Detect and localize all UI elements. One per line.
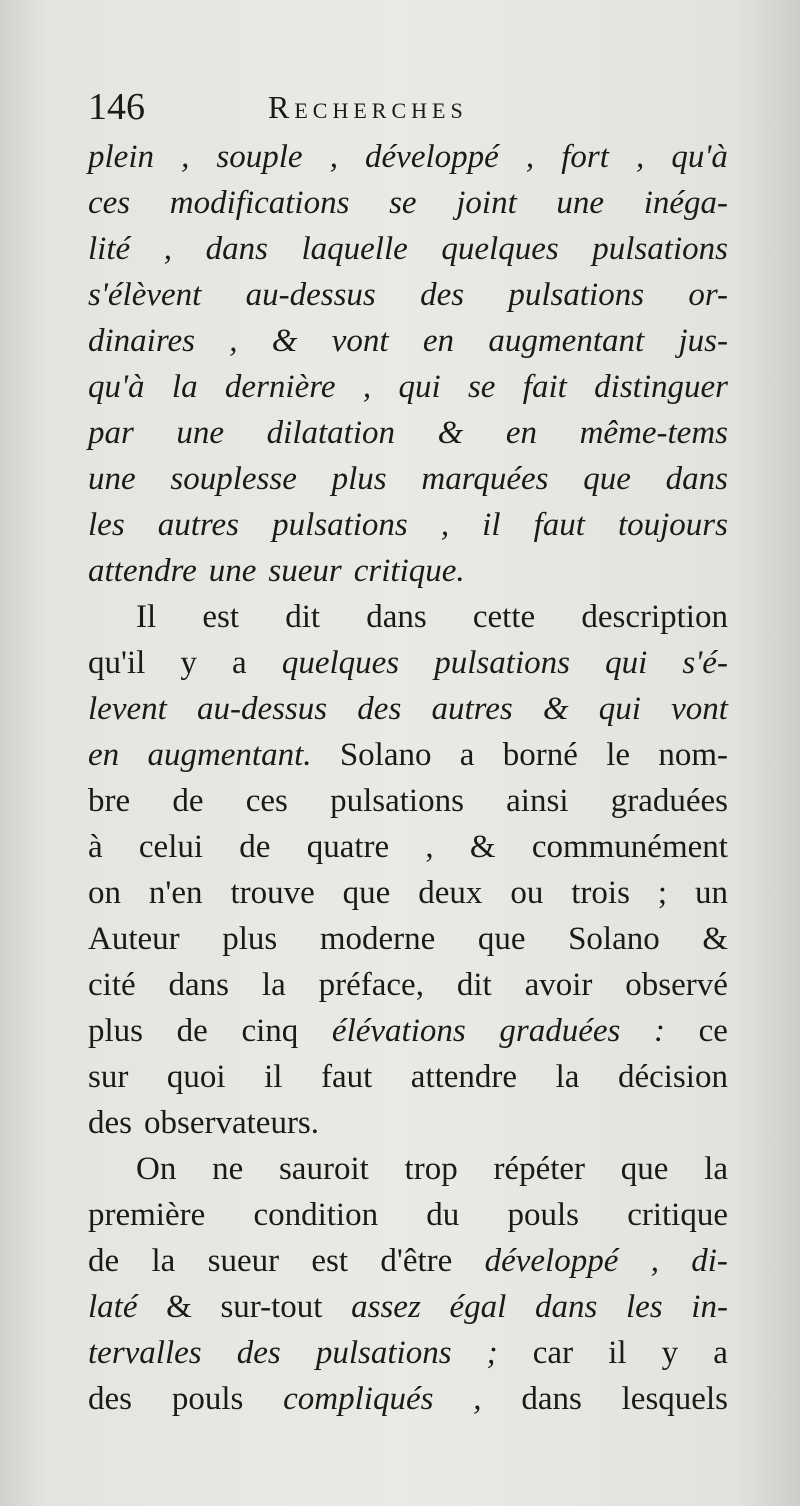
word: jus-	[678, 323, 728, 359]
word: de	[88, 1243, 120, 1279]
word: tervalles	[88, 1335, 202, 1371]
text-line	[88, 1100, 728, 1146]
text-line	[88, 272, 728, 318]
word: plus	[331, 461, 387, 497]
page-header	[88, 82, 728, 132]
word: vont	[331, 323, 389, 359]
text-line	[88, 1330, 728, 1376]
word: pulsations	[330, 783, 464, 819]
word: la	[171, 369, 198, 405]
text-line	[88, 502, 728, 548]
word: assez	[351, 1289, 421, 1325]
text-line	[88, 732, 728, 778]
running-title: Recherches	[268, 89, 468, 125]
word: des	[357, 691, 402, 727]
word: souplesse	[170, 461, 297, 497]
word: en	[88, 737, 120, 773]
text-line	[88, 778, 728, 824]
word: faut	[533, 507, 585, 543]
word: qu'il	[88, 645, 146, 681]
word: des	[88, 1381, 132, 1417]
word: &	[271, 323, 298, 359]
word: plus	[88, 1013, 144, 1049]
word: trouve	[230, 875, 315, 911]
word: avoir	[524, 967, 593, 1003]
word: dans	[168, 967, 230, 1003]
word: laté	[88, 1289, 138, 1325]
word: dit	[456, 967, 492, 1003]
word: y	[180, 645, 197, 681]
word: fait	[522, 369, 567, 405]
text-line	[88, 318, 728, 364]
word: sauroit	[278, 1151, 369, 1187]
word: décision	[617, 1059, 728, 1095]
word: les	[88, 507, 125, 543]
word: augmentant.	[147, 737, 312, 773]
word: s'é-	[682, 645, 728, 681]
word: car	[532, 1335, 574, 1371]
word: autres	[431, 691, 513, 727]
word: dilatation	[266, 415, 395, 451]
word: vont	[671, 691, 728, 727]
word: ,	[425, 829, 434, 865]
word: distinguer	[594, 369, 728, 405]
word: quatre	[306, 829, 390, 865]
text-line	[88, 1192, 728, 1238]
word: la	[704, 1151, 728, 1187]
word: levent	[88, 691, 167, 727]
text-line	[88, 824, 728, 870]
word: critique	[627, 1197, 728, 1233]
word: que	[583, 461, 631, 497]
word: est	[311, 1243, 349, 1279]
word: un	[694, 875, 728, 911]
word: joint	[456, 185, 517, 221]
word: du	[426, 1197, 460, 1233]
word: ;	[486, 1335, 498, 1371]
word: qui	[598, 691, 641, 727]
word: on	[88, 875, 121, 911]
text-line	[88, 180, 728, 226]
word: Solano	[568, 921, 660, 957]
word: développé	[484, 1243, 619, 1279]
word: autres	[157, 507, 240, 543]
word: celui	[138, 829, 204, 865]
word: lesquels	[621, 1381, 728, 1417]
word: plus	[222, 921, 278, 957]
word: de	[239, 829, 271, 865]
word: au-dessus	[196, 691, 328, 727]
word: trop	[404, 1151, 458, 1187]
word: qui	[398, 369, 441, 405]
word: pulsations	[592, 231, 728, 267]
word: la	[151, 1243, 176, 1279]
word: ne	[212, 1151, 244, 1187]
word: attendre	[410, 1059, 518, 1095]
word: à	[88, 829, 103, 865]
text-line	[88, 1008, 728, 1054]
word: condition	[253, 1197, 379, 1233]
word: il	[482, 507, 501, 543]
text-line	[88, 410, 728, 456]
word: inéga-	[643, 185, 728, 221]
word: ,	[329, 139, 338, 175]
word: qui	[605, 645, 648, 681]
word: dans	[205, 231, 268, 267]
text-line	[88, 686, 728, 732]
word: deux	[418, 875, 483, 911]
word: modifications	[169, 185, 350, 221]
word: les	[625, 1289, 663, 1325]
word: fort	[561, 139, 609, 175]
word: pulsations	[508, 277, 645, 313]
word: sueur	[268, 553, 342, 589]
word: faut	[320, 1059, 373, 1095]
word: ,	[650, 1243, 659, 1279]
word: ces	[88, 185, 131, 221]
text-line	[88, 548, 728, 594]
word: nom-	[658, 737, 728, 773]
word: quelques	[441, 231, 559, 267]
word: dinaires	[88, 323, 195, 359]
text-line	[88, 870, 728, 916]
word: dans	[521, 1381, 582, 1417]
word: ,	[440, 507, 450, 543]
word: de	[172, 783, 204, 819]
word: ,	[636, 139, 645, 175]
word: &	[437, 415, 464, 451]
word: s'élèvent	[88, 277, 202, 313]
word: en	[505, 415, 537, 451]
word: Auteur	[88, 921, 180, 957]
word: qu'à	[88, 369, 145, 405]
word: observateurs.	[144, 1105, 320, 1141]
word: n'en	[148, 875, 203, 911]
word: des	[88, 1105, 132, 1141]
word: moderne	[319, 921, 436, 957]
word: dans	[534, 1289, 598, 1325]
word: que	[342, 875, 391, 911]
word: ou	[510, 875, 544, 911]
text-line	[88, 226, 728, 272]
text-line	[88, 364, 728, 410]
word: On	[136, 1151, 177, 1187]
word: Solano	[339, 737, 432, 773]
word: le	[606, 737, 631, 773]
word: description	[581, 599, 728, 635]
text-line	[88, 1054, 728, 1100]
word: sur-tout	[220, 1289, 323, 1325]
text-line	[88, 1284, 728, 1330]
word: cette	[472, 599, 536, 635]
word: que	[620, 1151, 669, 1187]
word: égal	[449, 1289, 507, 1325]
word: une	[176, 415, 225, 451]
word: sur	[88, 1059, 129, 1095]
word: une	[208, 553, 257, 589]
word: in-	[691, 1289, 728, 1325]
word: trois	[571, 875, 630, 911]
word: &	[542, 691, 569, 727]
word: préface,	[318, 967, 424, 1003]
word: borné	[502, 737, 578, 773]
word: se	[389, 185, 417, 221]
word: a	[459, 737, 475, 773]
word: :	[653, 1013, 665, 1049]
word: élévations	[331, 1013, 466, 1049]
word: quoi	[166, 1059, 226, 1095]
word: pouls	[507, 1197, 579, 1233]
word: dans	[665, 461, 728, 497]
word: bre	[88, 783, 131, 819]
text-line	[88, 1238, 728, 1284]
word: par	[88, 415, 134, 451]
word: pouls	[171, 1381, 244, 1417]
word: pulsations	[272, 507, 408, 543]
word: &	[166, 1289, 192, 1325]
word: la	[261, 967, 286, 1003]
text-line	[88, 594, 728, 640]
word: graduées	[610, 783, 728, 819]
word: ,	[163, 231, 172, 267]
word: critique.	[353, 553, 465, 589]
word: sueur	[207, 1243, 280, 1279]
text-line	[88, 1146, 728, 1192]
word: toujours	[617, 507, 728, 543]
text-line	[88, 456, 728, 502]
word: ce	[698, 1013, 728, 1049]
word: ,	[229, 323, 238, 359]
word: ainsi	[506, 783, 569, 819]
word: ,	[181, 139, 190, 175]
word: observé	[625, 967, 728, 1003]
word: dernière	[224, 369, 336, 405]
word: &	[702, 921, 728, 957]
word: ,	[473, 1381, 482, 1417]
word: lité	[88, 231, 131, 267]
word: d'être	[380, 1243, 453, 1279]
word: y	[661, 1335, 679, 1371]
word: quelques	[281, 645, 400, 681]
word: qu'à	[671, 139, 728, 175]
word: a	[232, 645, 247, 681]
word: de	[176, 1013, 208, 1049]
word: attendre	[88, 553, 197, 589]
word: dit	[285, 599, 321, 635]
text-line	[88, 134, 728, 180]
word: ces	[245, 783, 288, 819]
word: augmentant	[488, 323, 645, 359]
word: &	[469, 829, 496, 865]
word: la	[555, 1059, 580, 1095]
word: communément	[531, 829, 728, 865]
word: se	[467, 369, 496, 405]
word: Il	[136, 599, 157, 635]
word: développé	[365, 139, 499, 175]
word: di-	[691, 1243, 728, 1279]
word: en	[422, 323, 455, 359]
word: des	[236, 1335, 281, 1371]
body-text	[88, 134, 728, 1422]
word: que	[477, 921, 526, 957]
text-line	[88, 962, 728, 1008]
text-line	[88, 916, 728, 962]
word: ,	[362, 369, 372, 405]
word: au-dessus	[245, 277, 376, 313]
word: une	[88, 461, 136, 497]
word: une	[556, 185, 605, 221]
page-number: 146	[88, 86, 145, 128]
word: il	[608, 1335, 627, 1371]
word: répéter	[493, 1151, 586, 1187]
word: plein	[88, 139, 154, 175]
word: ,	[525, 139, 535, 175]
text-line	[88, 640, 728, 686]
word: des	[420, 277, 465, 313]
word: graduées	[499, 1013, 621, 1049]
word: souple	[216, 139, 303, 175]
word: pulsations	[434, 645, 570, 681]
word: il	[264, 1059, 283, 1095]
word: marquées	[421, 461, 549, 497]
word: pulsations	[315, 1335, 452, 1371]
word: même-tems	[579, 415, 728, 451]
word: cité	[88, 967, 136, 1003]
word: ;	[657, 875, 668, 911]
word: cinq	[241, 1013, 299, 1049]
word: première	[88, 1197, 206, 1233]
word: compliqués	[283, 1381, 434, 1417]
text-line	[88, 1376, 728, 1422]
word: laquelle	[301, 231, 408, 267]
word: a	[713, 1335, 728, 1371]
word: dans	[366, 599, 427, 635]
word: or-	[688, 277, 728, 313]
word: est	[202, 599, 240, 635]
